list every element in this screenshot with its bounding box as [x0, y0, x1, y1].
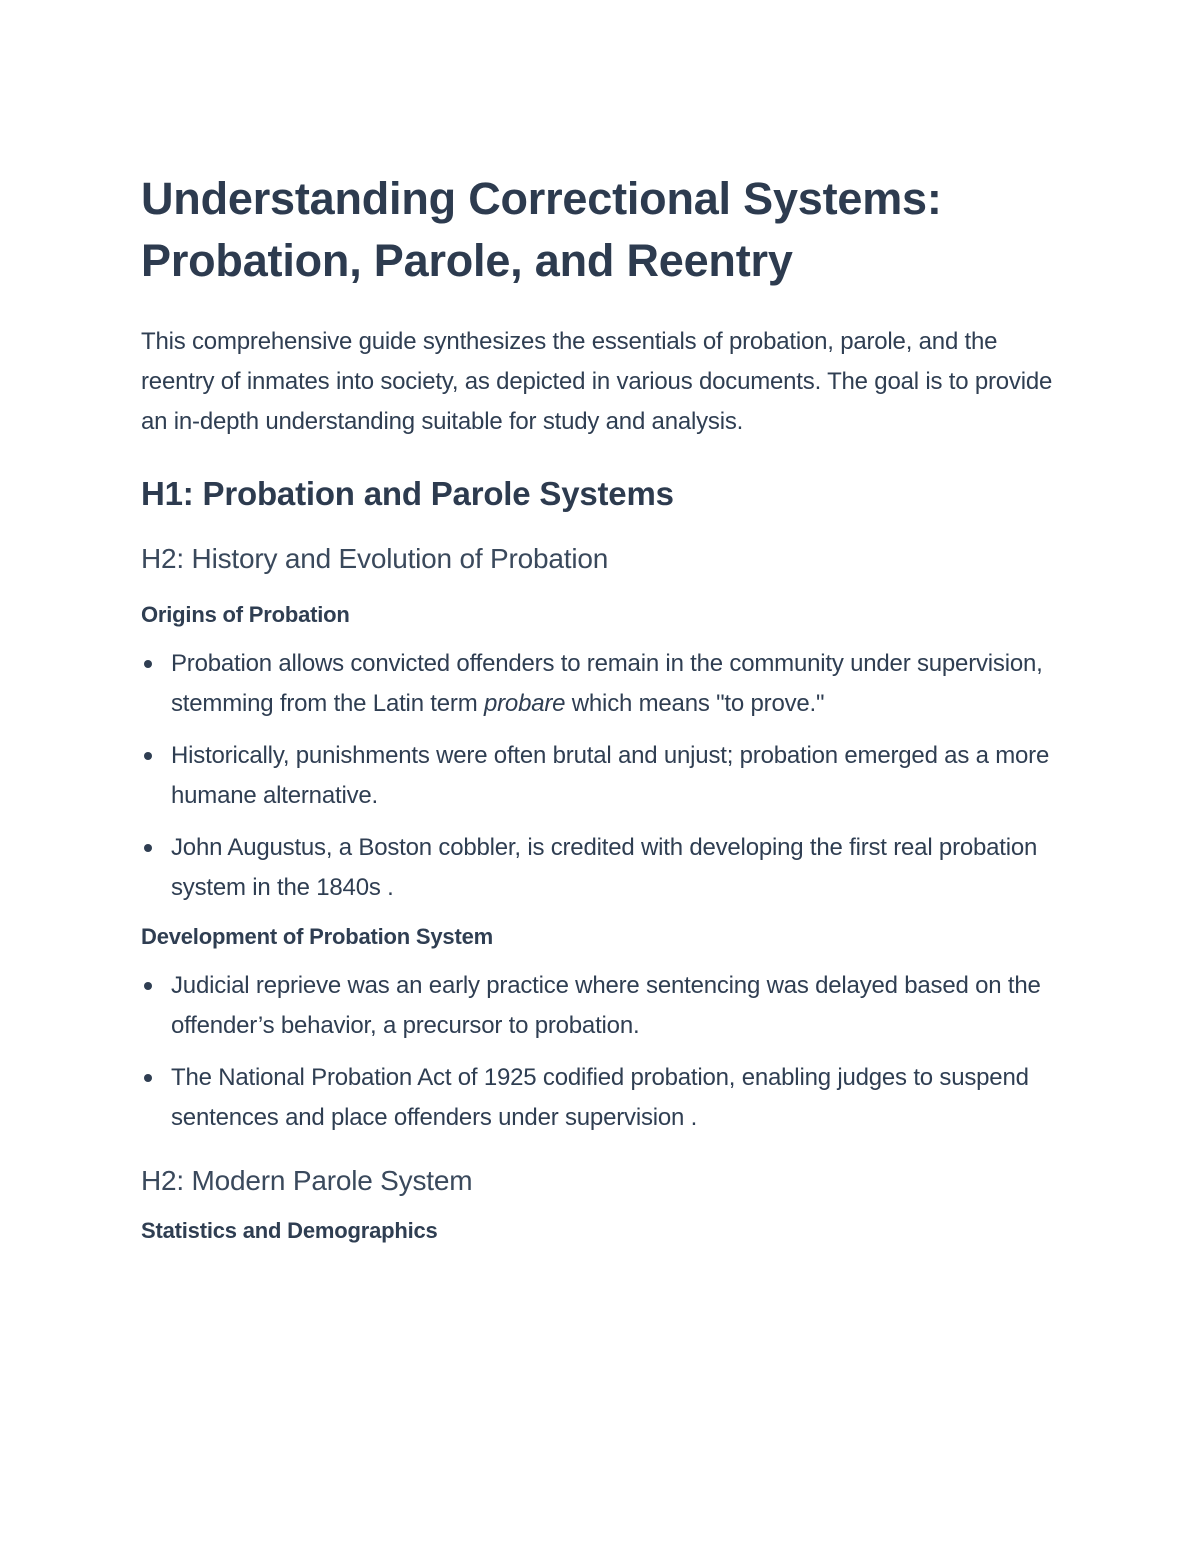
- bullet-icon: [144, 982, 152, 990]
- list-item-text: Judicial reprieve was an early practice where sentencing was delayed based on the offender’s behavior, a precursor to probation.: [171, 972, 1041, 1039]
- list-item-text: John Augustus, a Boston cobbler, is credited with developing the first real probation system in the 1840s .: [171, 834, 1038, 901]
- bullet-icon: [144, 752, 152, 760]
- subheading-history-of-probation: H2: History and Evolution of Probation: [141, 543, 609, 574]
- subsection-heading-development: Development of Probation System: [141, 924, 493, 949]
- intro-paragraph: This comprehensive guide synthesizes the essentials of probation, parole, and the reentry of inmates into society, as depicted in various documents. The goal is to provide an in-depth understanding suitable for study and analysis.: [141, 328, 1053, 435]
- subsection-heading-origins: Origins of Probation: [141, 602, 350, 627]
- list-item: [141, 966, 1071, 1046]
- section-heading-probation-parole: H1: Probation and Parole Systems: [141, 475, 674, 512]
- list-item-text: The National Probation Act of 1925 codified probation, enabling judges to suspend sentences and place offenders under supervision .: [171, 1064, 1029, 1131]
- list-item: [141, 736, 1071, 816]
- list-item-text-start: Probation allows convicted offenders to remain in the community under supervision, stemming from the Latin term: [171, 650, 1043, 717]
- development-bullet-list: [141, 966, 1071, 1138]
- document-title-line-1: Understanding Correctional Systems:: [141, 173, 942, 224]
- list-item-text-end: which means "to prove.": [565, 690, 825, 717]
- origins-bullet-list: [141, 644, 1071, 908]
- bullet-icon: [144, 1074, 152, 1082]
- document-title: [141, 168, 1071, 292]
- list-item-text: Historically, punishments were often brutal and unjust; probation emerged as a more humane alternative.: [171, 742, 1050, 809]
- list-item-italic-term: probare: [483, 690, 566, 717]
- bullet-icon: [144, 660, 152, 668]
- document-page: [141, 168, 1071, 1248]
- document-title-line-2: Probation, Parole, and Reentry: [141, 235, 793, 286]
- subheading-modern-parole: H2: Modern Parole System: [141, 1165, 473, 1196]
- list-item: [141, 644, 1071, 724]
- list-item: [141, 1058, 1071, 1138]
- bullet-icon: [144, 844, 152, 852]
- list-item: [141, 828, 1071, 908]
- subsection-heading-statistics: Statistics and Demographics: [141, 1218, 438, 1243]
